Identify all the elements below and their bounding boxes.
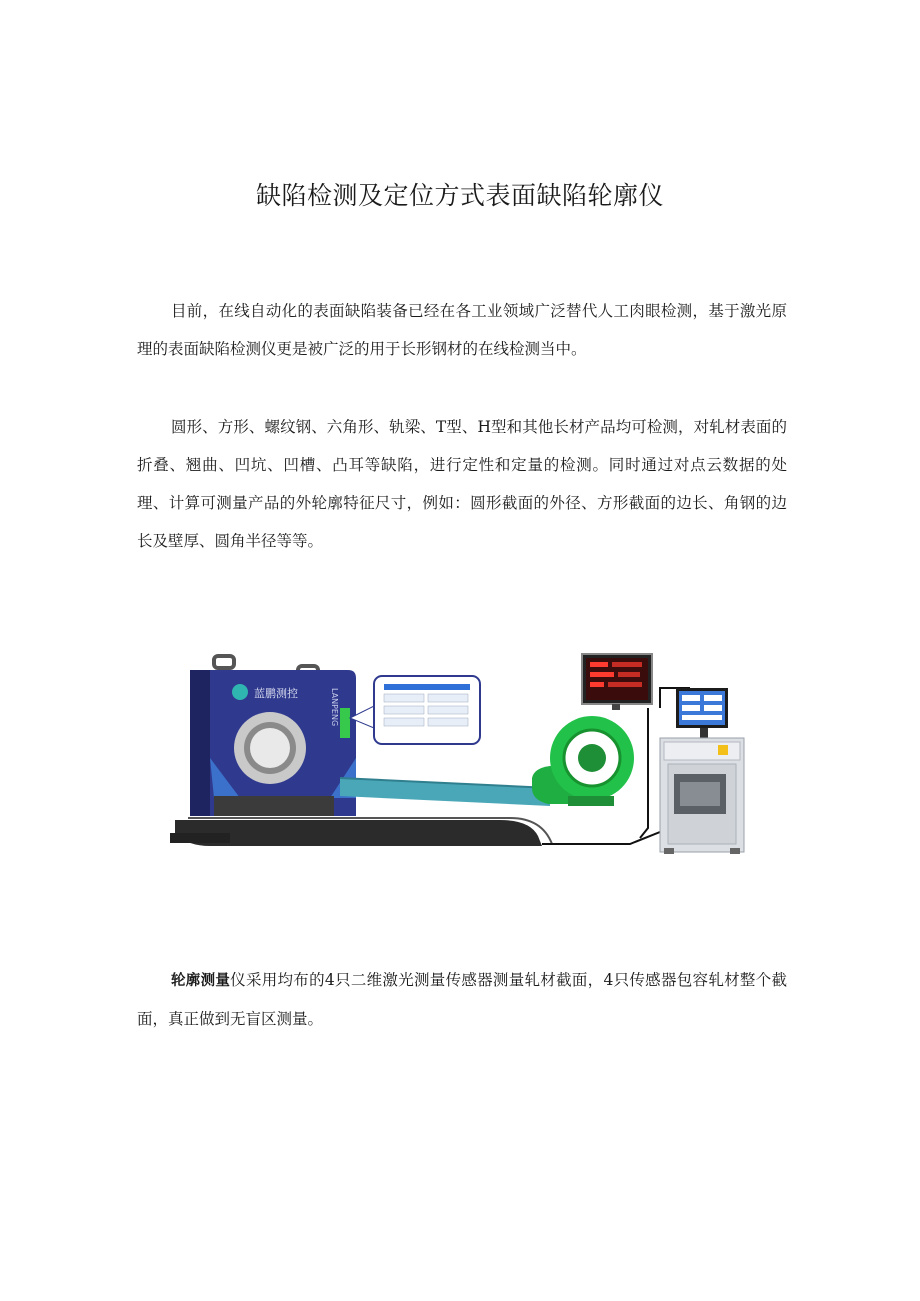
wall-display bbox=[582, 654, 652, 710]
air-duct bbox=[340, 778, 550, 806]
blower-fan bbox=[532, 716, 634, 806]
paragraph-intro: 目前，在线自动化的表面缺陷装备已经在各工业领域广泛替代人工肉眼检测，基于激光原理的表面缺陷检测仪更是被广泛的用于长形钢材的在线检测当中。 bbox=[137, 302, 787, 358]
equipment-illustration bbox=[170, 648, 750, 888]
device-logo-text: 蓝鹏测控 bbox=[254, 687, 298, 700]
detector-device bbox=[190, 656, 356, 816]
paragraph-capabilities: 圆形、方形、螺纹钢、六角形、轨梁、T型、H型和其他长材产品均可检测，对轧材表面的折叠、翘曲、凹坑、凹槽、凸耳等缺陷，进行定性和定量的检测。同时通过对点云数据的处理、计算可测量产品的外轮廓特征尺寸，例如：圆形截面的外径、方形截面的边长、角钢的边长及壁厚、圆角半径等等。 bbox=[137, 418, 787, 550]
control-cabinet bbox=[660, 688, 744, 854]
measurement-lead: 轮廓测量 bbox=[171, 973, 231, 989]
rail-base bbox=[170, 818, 552, 846]
equipment-svg bbox=[170, 648, 750, 888]
paragraph-measurement bbox=[137, 961, 787, 1038]
device-side-text: LANPENG bbox=[330, 688, 339, 727]
callout-screen bbox=[350, 676, 480, 744]
measurement-rest: 仪采用均布的4只二维激光测量传感器测量轧材截面，4只传感器包容轧材整个截面，真正做到无盲区测量。 bbox=[137, 971, 787, 1028]
document-title: 缺陷检测及定位方式表面缺陷轮廓仪 bbox=[255, 181, 664, 210]
